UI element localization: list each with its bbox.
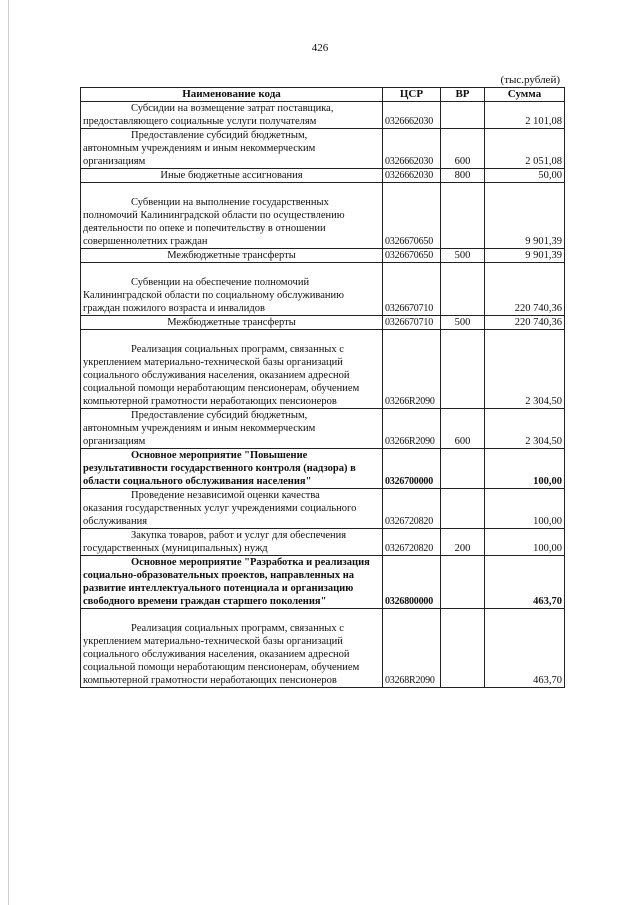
table-row: [81, 330, 565, 409]
row-sum: 100,00: [485, 449, 565, 489]
row-vr: 200: [441, 529, 485, 556]
table-row: [81, 316, 565, 330]
row-name-rest: укреплением материально-технической базы организаций социального обслуживания населения, оказанием адресной социальной помощи неработающим пенсионерам, обучением компьютерной грамотности неработающих пенсионеров: [83, 357, 360, 407]
row-name-rest: полномочий Калининградской области по осуществлению деятельности по опеке и попечительству в отношении совершеннолетних граждан: [83, 210, 345, 247]
row-vr: 500: [441, 316, 485, 330]
row-name: [81, 489, 383, 529]
row-sum: 463,70: [485, 609, 565, 688]
row-sum: 50,00: [485, 169, 565, 183]
header-name: Наименование кода: [81, 88, 383, 102]
row-name-first: Субвенции на обеспечение полномочий: [131, 277, 310, 288]
page-edge-line: [8, 0, 9, 905]
row-csr: 03268R2090: [383, 609, 441, 688]
row-csr: 0326700000: [383, 449, 441, 489]
row-csr: 0326670710: [383, 316, 441, 330]
table-row: [81, 169, 565, 183]
row-csr: 0326670650: [383, 249, 441, 263]
row-sum: 220 740,36: [485, 316, 565, 330]
row-name-first: Предоставление субсидий бюджетным,: [131, 130, 308, 141]
row-vr: [441, 449, 485, 489]
units-label: (тыс.рублей): [500, 74, 560, 86]
row-name-first: Субвенции на выполнение государственных: [131, 197, 329, 208]
row-name-rest: укреплением материально-технической базы организаций социального обслуживания населения, оказанием адресной социальной помощи неработающим пенсионерам, обучением компьютерной грамотности неработающих пенсионеров: [83, 636, 360, 686]
row-name-rest: Калининградской области по социальному обслуживанию граждан пожилого возраста и инвалидов: [83, 290, 344, 314]
row-sum: 100,00: [485, 529, 565, 556]
table-row: [81, 129, 565, 169]
row-name-first: Реализация социальных программ, связанных с: [131, 623, 344, 634]
row-name: [81, 102, 383, 129]
row-vr: [441, 263, 485, 316]
row-csr: 0326662030: [383, 102, 441, 129]
row-name: [81, 249, 383, 263]
row-name-first: Основное мероприятие "Разработка и реализация: [131, 557, 370, 568]
row-name-rest: оказания государственных услуг учреждениями социального обслуживания: [83, 503, 357, 527]
row-name-first: Межбюджетные трансферты: [167, 250, 296, 261]
table-row: [81, 529, 565, 556]
row-csr: 0326662030: [383, 129, 441, 169]
row-sum: 2 304,50: [485, 330, 565, 409]
row-sum: 463,70: [485, 556, 565, 609]
table-row: [81, 183, 565, 249]
row-name: [81, 183, 383, 249]
row-vr: [441, 609, 485, 688]
row-sum: 2 051,08: [485, 129, 565, 169]
row-name-first: Межбюджетные трансферты: [167, 317, 296, 328]
row-name: [81, 556, 383, 609]
row-sum: 9 901,39: [485, 249, 565, 263]
table-row: [81, 263, 565, 316]
row-vr: [441, 489, 485, 529]
row-sum: 2 304,50: [485, 409, 565, 449]
row-csr: 0326720820: [383, 529, 441, 556]
row-csr: 0326670650: [383, 183, 441, 249]
row-name-first: Субсидии на возмещение затрат поставщика,: [131, 103, 334, 114]
table-row: [81, 449, 565, 489]
row-name: [81, 330, 383, 409]
row-csr: 0326670710: [383, 263, 441, 316]
row-name: [81, 409, 383, 449]
row-vr: [441, 183, 485, 249]
row-name-rest: результативности государственного контроля (надзора) в области социального обслуживания населения": [83, 463, 356, 487]
row-name: [81, 449, 383, 489]
row-name-first: Закупка товаров, работ и услуг для обеспечения: [131, 530, 347, 541]
row-name: [81, 316, 383, 330]
row-csr: 0326662030: [383, 169, 441, 183]
row-name-first: Проведение независимой оценки качества: [131, 490, 320, 501]
table-row: [81, 102, 565, 129]
row-vr: [441, 102, 485, 129]
budget-table: [80, 87, 565, 688]
row-name-rest: социально-образовательных проектов, направленных на развитие интеллектуального потенциала и организацию свободного времени граждан старшего поколения": [83, 570, 354, 607]
row-csr: 0326720820: [383, 489, 441, 529]
row-csr: 0326800000: [383, 556, 441, 609]
row-vr: [441, 330, 485, 409]
row-vr: [441, 556, 485, 609]
table-row: [81, 609, 565, 688]
row-vr: 600: [441, 129, 485, 169]
row-name-first: Иные бюджетные ассигнования: [160, 170, 303, 181]
table-row: [81, 249, 565, 263]
row-name: [81, 169, 383, 183]
row-name: [81, 263, 383, 316]
row-name-rest: автономным учреждениям и иным некоммерческим организациям: [83, 423, 316, 447]
row-name: [81, 129, 383, 169]
header-sum: Сумма: [485, 88, 565, 102]
row-csr: 03266R2090: [383, 409, 441, 449]
row-vr: 600: [441, 409, 485, 449]
row-name: [81, 529, 383, 556]
row-vr: 800: [441, 169, 485, 183]
row-sum: 2 101,08: [485, 102, 565, 129]
row-name-first: Предоставление субсидий бюджетным,: [131, 410, 308, 421]
row-name: [81, 609, 383, 688]
row-name-first: Основное мероприятие "Повышение: [131, 450, 308, 461]
header-vr: ВР: [441, 88, 485, 102]
page-number: 426: [311, 42, 329, 54]
row-sum: 220 740,36: [485, 263, 565, 316]
header-csr: ЦСР: [383, 88, 441, 102]
row-sum: 100,00: [485, 489, 565, 529]
row-name-first: Реализация социальных программ, связанных с: [131, 344, 344, 355]
table-row: [81, 556, 565, 609]
table-row: [81, 489, 565, 529]
row-name-rest: предоставляющего социальные услуги получателям: [83, 116, 317, 127]
table-row: [81, 409, 565, 449]
row-csr: 03266R2090: [383, 330, 441, 409]
table-header-row: [81, 88, 565, 102]
row-name-rest: автономным учреждениям и иным некоммерческим организациям: [83, 143, 316, 167]
row-name-rest: государственных (муниципальных) нужд: [83, 543, 268, 554]
row-sum: 9 901,39: [485, 183, 565, 249]
row-vr: 500: [441, 249, 485, 263]
